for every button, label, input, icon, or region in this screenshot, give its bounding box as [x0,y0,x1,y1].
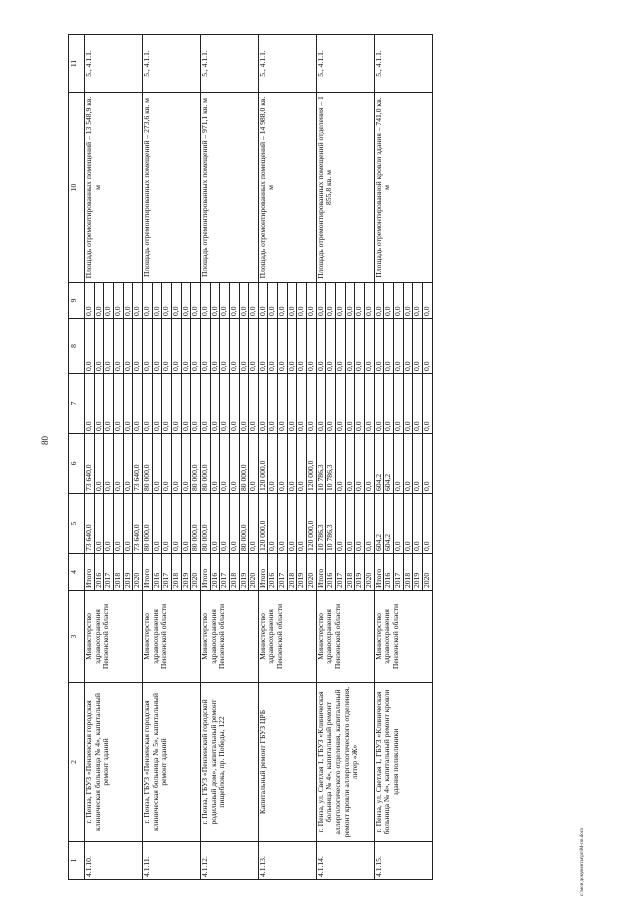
amount-cell: 120 000,0 [258,434,268,494]
amount-cell: 0,0 [394,494,404,554]
amount-cell: 80 000,0 [142,494,152,554]
amount-cell: 10 786,3 [326,434,336,494]
amount-cell: 0,0 [278,374,288,434]
amount-cell: 0,0 [162,434,172,494]
amount-cell: 10 786,3 [316,434,326,494]
amount-cell: 0,0 [268,374,278,434]
amount-cell: 0,0 [191,283,201,319]
amount-cell: 0,0 [152,319,162,374]
rotated-table-area [68,35,580,880]
amount-cell: 0,0 [152,434,162,494]
amount-cell: 0,0 [422,319,432,374]
amount-cell: 0,0 [355,374,365,434]
responsible-agency: Министерство здравоохранения Пензенской области [85,591,143,683]
amount-cell: 0,0 [249,283,259,319]
year-cell: Итого [142,554,152,591]
amount-cell: 0,0 [171,434,181,494]
amount-cell: 0,0 [345,374,355,434]
year-cell: 2019 [123,554,133,591]
amount-cell: 0,0 [210,283,220,319]
amount-cell: 604,2 [384,434,394,494]
header-cell: 7 [69,374,85,434]
year-cell: 2020 [249,554,259,591]
year-cell: 2016 [326,554,336,591]
amount-cell: 0,0 [278,434,288,494]
table-row [85,35,95,880]
amount-cell: 120 000,0 [258,494,268,554]
amount-cell: 0,0 [113,283,123,319]
amount-cell: 0,0 [403,374,413,434]
amount-cell: 0,0 [413,374,423,434]
header-cell: 4 [69,554,85,591]
responsible-agency: Министерство здравоохранения Пензенской области [142,591,200,683]
amount-cell: 0,0 [229,434,239,494]
amount-cell: 0,0 [355,319,365,374]
amount-cell: 73 640,0 [85,434,95,494]
amount-cell: 0,0 [229,319,239,374]
header-cell: 11 [69,35,85,93]
year-cell: Итого [85,554,95,591]
amount-cell: 0,0 [326,319,336,374]
year-cell: 2017 [336,554,346,591]
amount-cell: 0,0 [239,283,249,319]
amount-cell: 0,0 [94,434,104,494]
amount-cell: 0,0 [287,434,297,494]
amount-cell: 0,0 [249,319,259,374]
amount-cell: 0,0 [210,494,220,554]
header-row [69,35,85,880]
amount-cell: 0,0 [403,434,413,494]
amount-cell: 0,0 [345,494,355,554]
amount-cell: 0,0 [191,319,201,374]
year-cell: 2016 [268,554,278,591]
reference-cell: 5., 4.1.1. [258,35,316,93]
amount-cell: 0,0 [220,374,230,434]
row-number: 4.1.15. [374,842,432,880]
reference-cell: 5., 4.1.1. [142,35,200,93]
amount-cell: 0,0 [181,319,191,374]
year-cell: 2016 [384,554,394,591]
year-cell: 2018 [113,554,123,591]
row-number: 4.1.11. [142,842,200,880]
year-cell: Итого [316,554,326,591]
amount-cell: 0,0 [191,374,201,434]
amount-cell: 0,0 [210,434,220,494]
reference-cell: 5., 4.1.1. [85,35,143,93]
amount-cell: 0,0 [268,319,278,374]
amount-cell: 0,0 [413,494,423,554]
amount-cell: 604,2 [374,494,384,554]
year-cell: 2020 [191,554,201,591]
amount-cell: 120 000,0 [307,434,317,494]
amount-cell: 0,0 [336,319,346,374]
amount-cell: 0,0 [268,494,278,554]
responsible-agency: Министерство здравоохранения Пензенской области [374,591,432,683]
measure-name: г. Пенза, ГБУЗ «Пензенская городская клиническая больница № 4», капитальный ремонт зданий [85,683,143,842]
indicator-cell: Площадь отремонтированных помещений – 13 548,9 кв. м [85,93,143,283]
amount-cell: 0,0 [152,494,162,554]
indicator-cell: Площадь отремонтированных помещений – 14 988,0 кв. м [258,93,316,283]
amount-cell: 0,0 [384,374,394,434]
amount-cell: 0,0 [384,283,394,319]
amount-cell: 80 000,0 [239,494,249,554]
row-number: 4.1.10. [85,842,143,880]
amount-cell: 0,0 [104,434,114,494]
amount-cell: 0,0 [104,494,114,554]
amount-cell: 0,0 [133,374,143,434]
amount-cell: 0,0 [355,434,365,494]
amount-cell: 0,0 [316,283,326,319]
amount-cell: 0,0 [297,434,307,494]
amount-cell: 0,0 [422,494,432,554]
amount-cell: 0,0 [94,494,104,554]
amount-cell: 120 000,0 [307,494,317,554]
amount-cell: 0,0 [123,434,133,494]
measure-name: г. Пенза, ГБУЗ «Пензенская городская клиническая больница № 5», капитальный ремонт зданий [142,683,200,842]
amount-cell: 0,0 [123,374,133,434]
amount-cell: 0,0 [326,283,336,319]
amount-cell: 0,0 [345,319,355,374]
amount-cell: 0,0 [133,283,143,319]
amount-cell: 0,0 [336,283,346,319]
amount-cell: 0,0 [200,319,210,374]
year-cell: 2018 [287,554,297,591]
amount-cell: 0,0 [113,319,123,374]
amount-cell: 0,0 [210,319,220,374]
reference-cell: 5., 4.1.1. [200,35,258,93]
year-cell: 2018 [403,554,413,591]
amount-cell: 0,0 [171,283,181,319]
table-body [85,35,433,880]
amount-cell: 80 000,0 [239,434,249,494]
amount-cell: 0,0 [162,494,172,554]
year-cell: 2017 [278,554,288,591]
amount-cell: 0,0 [365,494,375,554]
year-cell: 2019 [355,554,365,591]
year-cell: 2016 [152,554,162,591]
amount-cell: 0,0 [374,283,384,319]
amount-cell: 0,0 [220,283,230,319]
measure-name: Капитальный ремонт ГБУЗ ЦРБ [258,683,316,842]
indicator-cell: Площадь отремонтированной кровли здания – 741,0 кв. м [374,93,432,283]
amount-cell: 0,0 [394,283,404,319]
amount-cell: 0,0 [249,434,259,494]
header-cell: 9 [69,283,85,319]
measure-name: г. Пенза, ГБУЗ «Пензенский городской родильный дом», капитальный ремонт пищеблока, пр. Победы, 122 [200,683,258,842]
amount-cell: 0,0 [297,494,307,554]
year-cell: 2020 [365,554,375,591]
amount-cell: 604,2 [374,434,384,494]
table-row [258,35,268,880]
amount-cell: 0,0 [297,283,307,319]
amount-cell: 0,0 [123,283,133,319]
amount-cell: 0,0 [133,319,143,374]
amount-cell: 0,0 [268,434,278,494]
measure-name: г. Пенза, ул. Светлая 1, ГБУЗ «Клиническая больница № 4», капитальный ремонт аллергологического отделения, капитальный ремонт кровли аллергологического отделения, литер «Ж» [316,683,374,842]
amount-cell: 0,0 [365,319,375,374]
amount-cell: 0,0 [220,434,230,494]
year-cell: 2020 [422,554,432,591]
amount-cell: 0,0 [94,374,104,434]
amount-cell: 0,0 [239,319,249,374]
amount-cell: 73 640,0 [133,434,143,494]
amount-cell: 0,0 [374,319,384,374]
amount-cell: 0,0 [374,374,384,434]
amount-cell: 0,0 [394,374,404,434]
page-number: 80 [40,436,50,445]
table-row [200,35,210,880]
amount-cell: 0,0 [258,283,268,319]
indicator-cell: Площадь отремонтированных помещений – 273,6 кв. м [142,93,200,283]
amount-cell: 0,0 [123,494,133,554]
amount-cell: 0,0 [268,283,278,319]
amount-cell: 0,0 [85,319,95,374]
year-cell: 2016 [210,554,220,591]
amount-cell: 0,0 [365,283,375,319]
amount-cell: 0,0 [113,494,123,554]
amount-cell: 0,0 [278,283,288,319]
footer-path: c:\мои документы\рп\М-пп.docx [580,827,585,896]
year-cell: Итого [200,554,210,591]
amount-cell: 0,0 [287,494,297,554]
reference-cell: 5., 4.1.1. [374,35,432,93]
amount-cell: 0,0 [297,374,307,434]
year-cell: Итого [374,554,384,591]
amount-cell: 0,0 [94,319,104,374]
amount-cell: 0,0 [152,374,162,434]
year-cell: 2020 [307,554,317,591]
header-cell: 8 [69,319,85,374]
amount-cell: 0,0 [249,494,259,554]
amount-cell: 80 000,0 [200,494,210,554]
table-row [142,35,152,880]
amount-cell: 0,0 [162,374,172,434]
amount-cell: 0,0 [413,319,423,374]
amount-cell: 80 000,0 [200,434,210,494]
year-cell: 2020 [133,554,143,591]
year-cell: 2017 [394,554,404,591]
amount-cell: 0,0 [403,283,413,319]
amount-cell: 0,0 [210,374,220,434]
amount-cell: 80 000,0 [142,434,152,494]
amount-cell: 0,0 [355,494,365,554]
amount-cell: 0,0 [413,283,423,319]
amount-cell: 0,0 [181,494,191,554]
amount-cell: 73 640,0 [133,494,143,554]
year-cell: 2018 [229,554,239,591]
responsible-agency: Министерство здравоохранения Пензенской области [258,591,316,683]
amount-cell: 10 786,3 [316,494,326,554]
amount-cell: 0,0 [142,283,152,319]
amount-cell: 604,2 [384,494,394,554]
responsible-agency: Министерство здравоохранения Пензенской области [316,591,374,683]
amount-cell: 0,0 [229,374,239,434]
amount-cell: 80 000,0 [191,434,201,494]
program-table [68,34,433,880]
amount-cell: 0,0 [422,374,432,434]
amount-cell: 10 786,3 [326,494,336,554]
amount-cell: 0,0 [171,494,181,554]
amount-cell: 0,0 [287,374,297,434]
amount-cell: 0,0 [365,434,375,494]
table-row [316,35,326,880]
amount-cell: 0,0 [104,374,114,434]
amount-cell: 0,0 [422,434,432,494]
amount-cell: 0,0 [413,434,423,494]
amount-cell: 0,0 [181,374,191,434]
amount-cell: 0,0 [307,283,317,319]
measure-name: г. Пенза, ул. Светлая 1, ГБУЗ «Клиническая больница № 4», капитальный ремонт кровли здания поликлиники [374,683,432,842]
amount-cell: 0,0 [316,374,326,434]
amount-cell: 0,0 [365,374,375,434]
header-cell: 1 [69,842,85,880]
amount-cell: 0,0 [394,319,404,374]
responsible-agency: Министерство здравоохранения Пензенской области [200,591,258,683]
year-cell: 2019 [239,554,249,591]
amount-cell: 0,0 [297,319,307,374]
amount-cell: 0,0 [307,319,317,374]
year-cell: 2019 [413,554,423,591]
year-cell: 2017 [220,554,230,591]
amount-cell: 0,0 [336,374,346,434]
amount-cell: 0,0 [239,374,249,434]
amount-cell: 0,0 [249,374,259,434]
header-cell: 3 [69,591,85,683]
amount-cell: 0,0 [287,319,297,374]
amount-cell: 0,0 [162,283,172,319]
amount-cell: 0,0 [394,434,404,494]
amount-cell: 0,0 [307,374,317,434]
amount-cell: 0,0 [181,434,191,494]
amount-cell: 0,0 [229,283,239,319]
amount-cell: 0,0 [104,319,114,374]
amount-cell: 80 000,0 [191,494,201,554]
amount-cell: 0,0 [171,319,181,374]
amount-cell: 0,0 [326,374,336,434]
amount-cell: 0,0 [123,319,133,374]
amount-cell: 73 640,0 [85,494,95,554]
reference-cell: 5., 4.1.1. [316,35,374,93]
year-cell: Итого [258,554,268,591]
row-number: 4.1.13. [258,842,316,880]
header-cell: 2 [69,683,85,842]
amount-cell: 0,0 [345,434,355,494]
amount-cell: 0,0 [142,374,152,434]
amount-cell: 0,0 [220,494,230,554]
amount-cell: 0,0 [142,319,152,374]
year-cell: 2018 [171,554,181,591]
amount-cell: 0,0 [258,374,268,434]
amount-cell: 0,0 [316,319,326,374]
amount-cell: 0,0 [422,283,432,319]
year-cell: 2016 [94,554,104,591]
row-number: 4.1.12. [200,842,258,880]
amount-cell: 0,0 [94,283,104,319]
amount-cell: 0,0 [403,319,413,374]
amount-cell: 0,0 [403,494,413,554]
amount-cell: 0,0 [229,494,239,554]
amount-cell: 0,0 [85,283,95,319]
indicator-cell: Площадь отремонтированных помещений – 971,1 кв. м [200,93,258,283]
amount-cell: 0,0 [287,283,297,319]
header-cell: 10 [69,93,85,283]
amount-cell: 0,0 [152,283,162,319]
amount-cell: 0,0 [200,374,210,434]
year-cell: 2018 [345,554,355,591]
amount-cell: 0,0 [355,283,365,319]
amount-cell: 0,0 [220,319,230,374]
year-cell: 2019 [181,554,191,591]
amount-cell: 0,0 [384,319,394,374]
amount-cell: 0,0 [171,374,181,434]
table-row [374,35,384,880]
amount-cell: 0,0 [336,494,346,554]
year-cell: 2019 [297,554,307,591]
row-number: 4.1.14. [316,842,374,880]
amount-cell: 0,0 [85,374,95,434]
amount-cell: 0,0 [258,319,268,374]
amount-cell: 0,0 [278,494,288,554]
amount-cell: 0,0 [162,319,172,374]
header-cell: 6 [69,434,85,494]
year-cell: 2017 [104,554,114,591]
indicator-cell: Площадь отремонтированных помещений отделения – 1 855,8 кв. м [316,93,374,283]
amount-cell: 0,0 [113,374,123,434]
amount-cell: 0,0 [113,434,123,494]
amount-cell: 0,0 [200,283,210,319]
amount-cell: 0,0 [181,283,191,319]
header-cell: 5 [69,494,85,554]
amount-cell: 0,0 [345,283,355,319]
amount-cell: 0,0 [336,434,346,494]
year-cell: 2017 [162,554,172,591]
amount-cell: 0,0 [104,283,114,319]
amount-cell: 0,0 [278,319,288,374]
